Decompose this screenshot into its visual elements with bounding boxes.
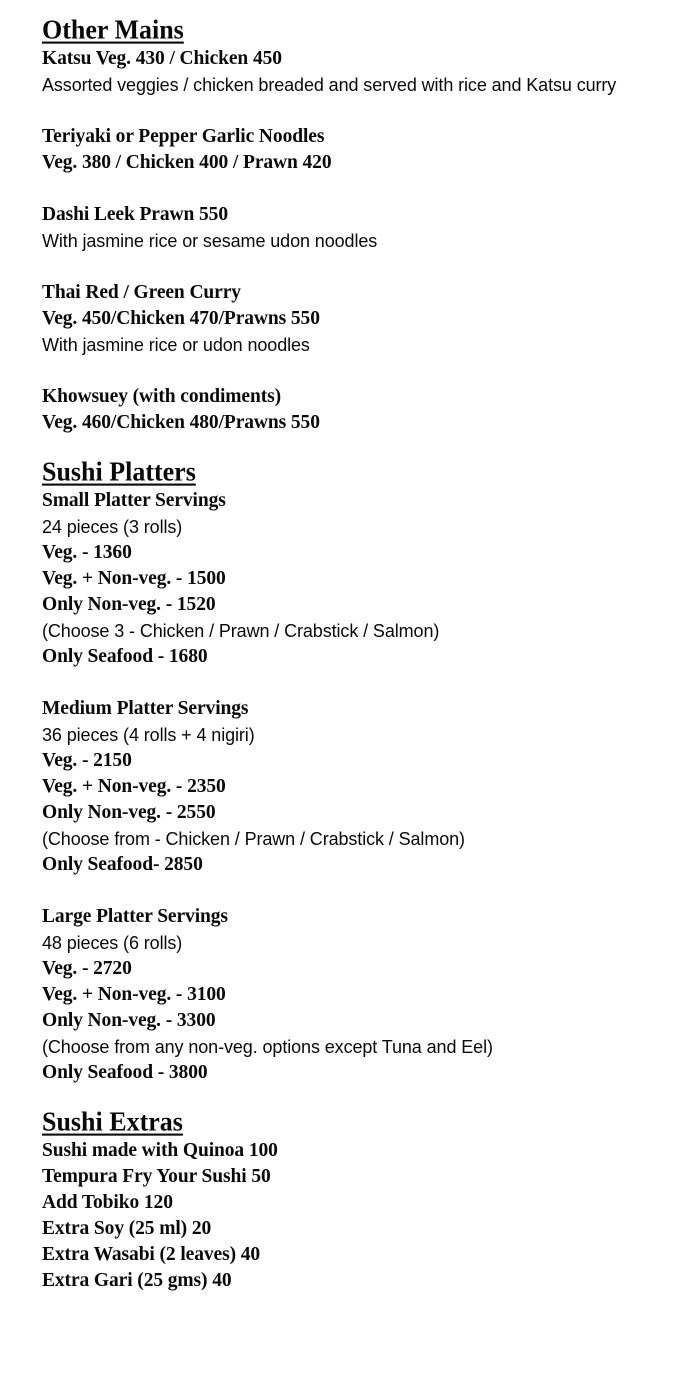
extra-item: Extra Soy (25 ml) 20 [42,1218,212,1239]
menu-item-thai-curry [42,280,692,358]
platter-nonveg-price: Only Non-veg. - 3300 [42,1010,216,1031]
item-name-price: Katsu Veg. 430 / Chicken 450 [42,48,282,69]
section-sushi-platters [42,456,692,1086]
platter-name: Medium Platter Servings [42,698,249,719]
item-description: Assorted veggies / chicken breaded and served with rice and Katsu curry [42,75,617,95]
item-name: Teriyaki or Pepper Garlic Noodles [42,126,325,147]
item-prices: Veg. 450/Chicken 470/Prawns 550 [42,308,320,329]
platter-pieces: 24 pieces (3 rolls) [42,517,183,537]
menu-item-khowsuey [42,384,692,436]
extra-item: Add Tobiko 120 [42,1192,173,1213]
platter-pieces: 36 pieces (4 rolls + 4 nigiri) [42,725,255,745]
section-sushi-extras [42,1106,692,1294]
section-other-mains [42,14,692,436]
platter-name: Large Platter Servings [42,906,228,927]
item-name-price: Dashi Leek Prawn 550 [42,204,228,225]
item-prices: Veg. 460/Chicken 480/Prawns 550 [42,412,320,433]
platter-mixed-price: Veg. + Non-veg. - 2350 [42,776,226,797]
platter-small [42,488,692,670]
platter-note: (Choose from - Chicken / Prawn / Crabstick / Salmon) [42,829,465,849]
extra-item: Extra Gari (25 gms) 40 [42,1270,232,1291]
platter-mixed-price: Veg. + Non-veg. - 3100 [42,984,226,1005]
platter-veg-price: Veg. - 2150 [42,750,132,771]
menu-item-dashi-leek-prawn [42,202,692,254]
menu-item-katsu [42,46,692,98]
extra-item: Sushi made with Quinoa 100 [42,1140,278,1161]
platter-note: (Choose 3 - Chicken / Prawn / Crabstick / Salmon) [42,621,440,641]
platter-medium [42,696,692,878]
item-description: With jasmine rice or sesame udon noodles [42,231,378,251]
section-title-sushi-platters: Sushi Platters [42,456,196,487]
item-name: Thai Red / Green Curry [42,282,241,303]
item-prices: Veg. 380 / Chicken 400 / Prawn 420 [42,152,332,173]
platter-seafood-price: Only Seafood - 3800 [42,1062,208,1083]
section-title-sushi-extras: Sushi Extras [42,1106,183,1137]
platter-veg-price: Veg. - 1360 [42,542,132,563]
platter-mixed-price: Veg. + Non-veg. - 1500 [42,568,226,589]
extra-item: Tempura Fry Your Sushi 50 [42,1166,271,1187]
platter-note: (Choose from any non-veg. options except Tuna and Eel) [42,1037,493,1057]
platter-nonveg-price: Only Non-veg. - 2550 [42,802,216,823]
platter-name: Small Platter Servings [42,490,226,511]
platter-large [42,904,692,1086]
platter-pieces: 48 pieces (6 rolls) [42,933,183,953]
item-description: With jasmine rice or udon noodles [42,335,310,355]
menu-item-teriyaki-noodles [42,124,692,176]
platter-veg-price: Veg. - 2720 [42,958,132,979]
platter-seafood-price: Only Seafood - 1680 [42,646,208,667]
item-name: Khowsuey (with condiments) [42,386,281,407]
menu-page [42,14,692,1294]
extra-item: Extra Wasabi (2 leaves) 40 [42,1244,261,1265]
section-title-other-mains: Other Mains [42,14,184,45]
platter-nonveg-price: Only Non-veg. - 1520 [42,594,216,615]
platter-seafood-price: Only Seafood- 2850 [42,854,203,875]
